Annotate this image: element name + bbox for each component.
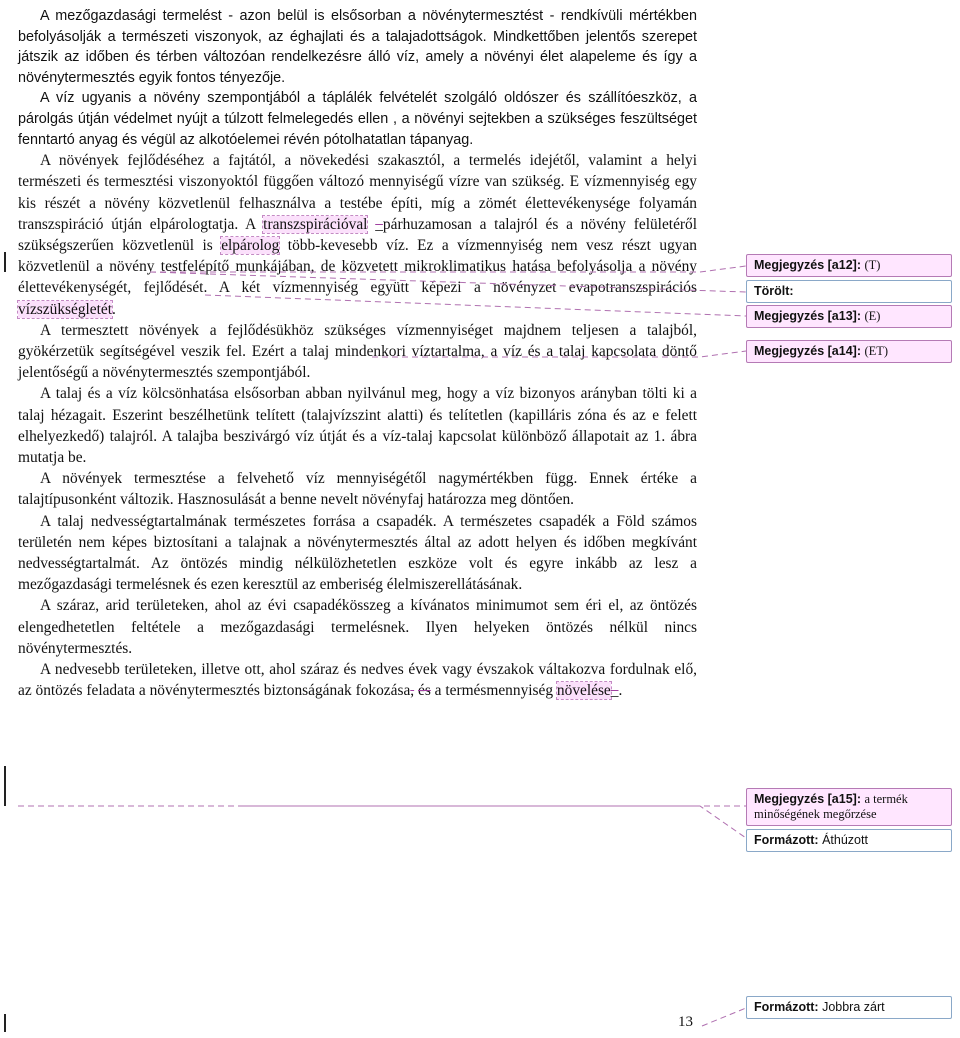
change-bar-footer (4, 1014, 6, 1032)
format-text: Jobbra zárt (822, 1000, 885, 1014)
comment-label: Megjegyzés [a12]: (754, 258, 861, 272)
paragraph (18, 468, 697, 510)
comment-label: Megjegyzés [a13]: (754, 309, 861, 323)
deleted-balloon[interactable] (746, 280, 952, 303)
comment-text: (ET) (864, 344, 889, 358)
deleted-label: Törölt: (754, 284, 794, 298)
format-balloon-strike[interactable] (746, 829, 952, 852)
comment-text: a termék minőségének megőrzése (754, 792, 908, 821)
paragraph (18, 595, 697, 659)
paragraph (18, 383, 697, 468)
comment-text: (E) (864, 309, 881, 323)
text-run: . (112, 300, 116, 318)
connector-fmt1 (18, 806, 746, 838)
comment-balloon-a12[interactable] (746, 254, 952, 277)
commented-text: vízszükségletét (18, 300, 113, 318)
format-text: Áthúzott (822, 833, 868, 847)
change-bar-top (4, 252, 6, 272)
text-run: A száraz, arid területeken, ahol az évi csapadékösszeg a kívánatos minimumot sem éri el, az öntözés elengedhetetlen feltétele a mezőgazdasági termelésnek. Ilyen helyeken öntözés nélkül nincs növénytermesztés. (18, 597, 697, 657)
commented-text: növelése (556, 682, 611, 700)
deleted-text-run: és (418, 682, 431, 700)
deleted-text-run: _ (610, 682, 619, 700)
change-bar-bottom (4, 766, 6, 806)
format-label: Formázott: (754, 1000, 819, 1014)
comment-text: (T) (864, 258, 881, 272)
text-run: . (618, 682, 623, 700)
text-run: A mezőgazdasági termelést - azon belül is elsősorban a növénytermesztést - rendkívüli mértékben befolyásolják a természeti viszonyok, az éghajlati és a talajadottságok. Mindkettőben jelentős szerepet játszik az időben és térben változóan rendelkezésre álló víz, amely a növényi élet alapeleme és így a növénytermesztés egyik fontos tényezője. (18, 8, 697, 86)
text-run: a termésmennyiség (430, 682, 557, 700)
comment-label: Megjegyzés [a14]: (754, 344, 861, 358)
connector-fmt2 (702, 1008, 746, 1026)
text-run: A növények fejlődéséhez a fajtától, a növekedési szakasztól, a termelés idejétől, valamint a helyi természeti és termesztési viszonyoktól függően változó mennyiségű vízre van szükség. E vízmennyiség egy kis részét a növény közvetlenül felhasználva a testébe építi, míg a zömét élettevékenysége folyamán transzspiráció útján elpárologtatja. A (18, 152, 697, 233)
text-run: A termesztett növények a fejlődésükhöz szükséges vízmennyiséget majdnem teljesen a talajból, gyökérzetük segítségével veszik fel. Ezért a talaj mindenkori víztartalma, a víz és a talaj kapcsolata döntő jelentőségű a növénytermesztés szempontjából. (18, 321, 697, 382)
paragraph (18, 659, 697, 701)
paragraph (18, 6, 697, 88)
comment-balloon-a13[interactable] (746, 305, 952, 328)
paragraph (18, 150, 697, 320)
comment-label: Megjegyzés [a15]: (754, 792, 861, 806)
text-run: párhuzamosan a talajról és a növény felületéről szükségszerűen közvetlenül is (18, 215, 697, 254)
format-balloon-align[interactable] (746, 996, 952, 1019)
text-run: több-kevesebb víz. Ez a vízmennyiség nem vesz részt ugyan közvetlenül a növény testfelépítő munkájában, de közvetett mikroklimatikus hatása befolyásolja a növény élettevékenységét, fejlődését. A két vízmennyiség együtt képezi a növényzet evapotranszspirációs (18, 236, 697, 297)
document-body[interactable] (18, 6, 697, 701)
comment-balloon-a15[interactable] (746, 788, 952, 826)
paragraph (18, 511, 697, 596)
format-label: Formázott: (754, 833, 819, 847)
text-run: A talaj és a víz kölcsönhatása elsősorban abban nyilvánul meg, hogy a víz bizonyos arányban tölti ki a talaj hézagait. Eszerint beszélhetünk telített (talajvízszint alatti) és telítetlen (kapilláris zóna és az e felett elhelyezkedő) talajról. A talajba beszivárgó víz útját és a víz-talaj kapcsolat különböző állapotait az 1. ábra mutatja be. (18, 385, 697, 466)
deleted-text-run: _ (375, 215, 383, 233)
commented-text: transzspirációval (263, 215, 368, 233)
text-run: A víz ugyanis a növény szempontjából a táplálék felvételét szolgáló oldószer és szállítóeszköz, a párolgás útján védelmet nyújt a túlzott felmelegedés ellen , a növényi sejtekben a szükséges feszültséget fenntartó anyag és végül az alkotóelemei révén pótolhatatlan tápanyag. (18, 90, 697, 148)
text-run: A talaj nedvességtartalmának természetes forrása a csapadék. A természetes csapadék a Föld számos területén nem képes biztosítani a talajnak a növénytermesztés által az adott helyen és időben megkívánt nedvességtartalmát. Az öntözés mindig nélkülözhetetlen eszköze volt és egyre inkább az lesz a mezőgazdasági termelésnek és ezen keresztül az emberiség élelmiszerellátásának. (18, 512, 697, 594)
text-run: A növények termesztése a felvehető víz mennyiségétől nagymértékben függ. Ennek értéke a talajtípusonként változik. Hasznosulását a benne nevelt növényfaj határozza meg döntően. (18, 470, 697, 509)
deleted-text-run: , (410, 682, 415, 700)
commented-text: elpárolog (221, 236, 280, 254)
paragraph (18, 88, 697, 150)
comment-balloon-a14[interactable] (746, 340, 952, 363)
text-run: A nedvesebb területeken, illetve ott, ahol száraz és nedves évek vagy évszakok váltakozva fordulnak elő, az öntözés feladata a növénytermesztés biztonságának fokozása (18, 661, 697, 700)
page-number: 13 (678, 1014, 693, 1030)
paragraph (18, 320, 697, 384)
